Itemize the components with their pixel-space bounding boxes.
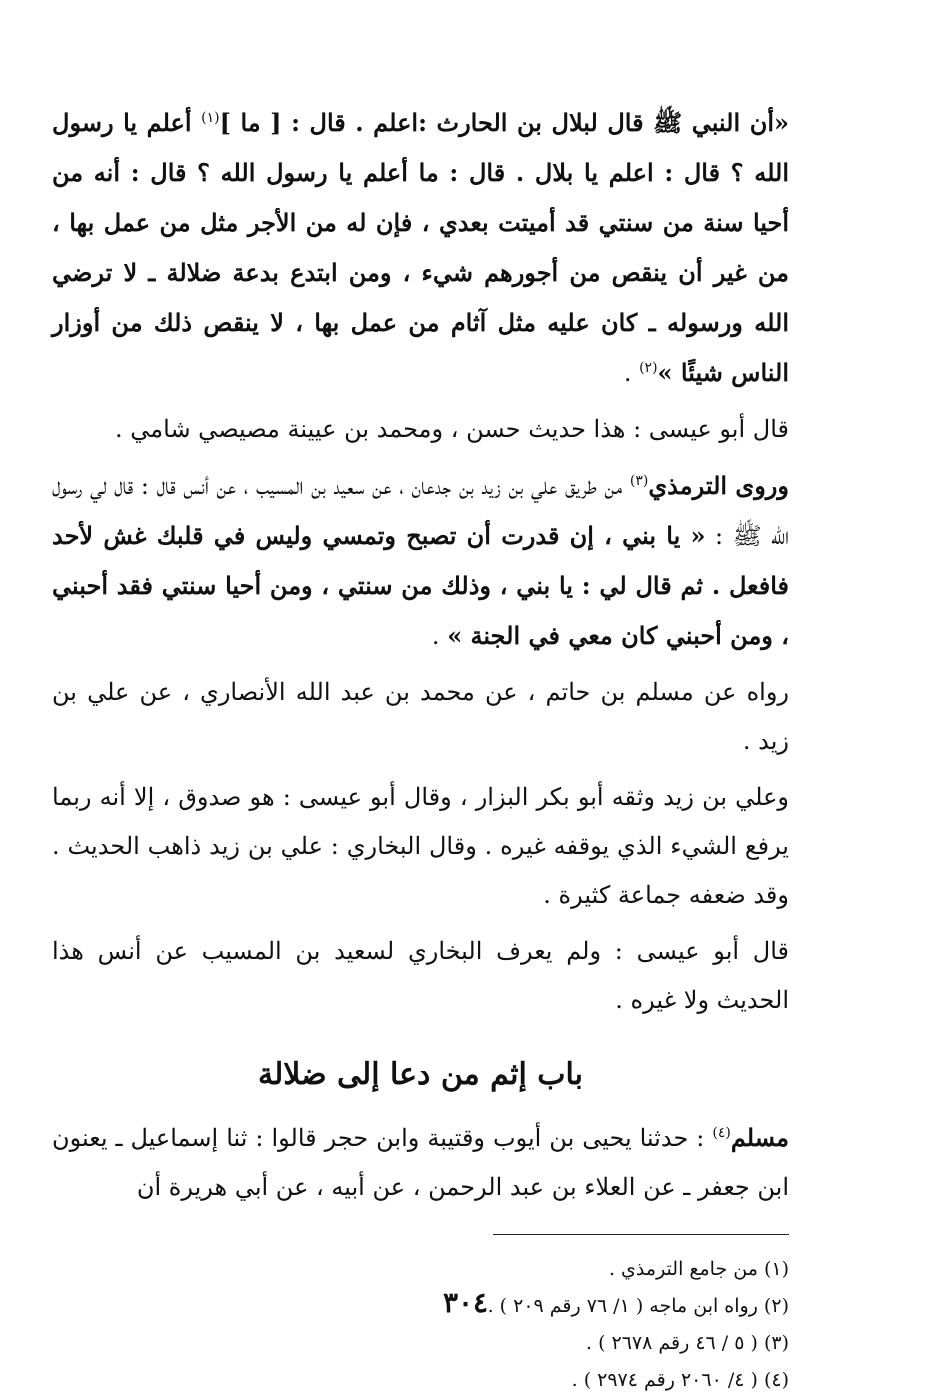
commentary-paragraph-abu-isa xyxy=(52,405,789,454)
grading-paragraph xyxy=(52,773,789,920)
quoted-text: مسلم xyxy=(730,1123,789,1152)
text-run: . xyxy=(623,359,640,387)
footnote-4: (٤) ( ٤/ ٢٠٦٠ رقم ٢٩٧٤ ) . xyxy=(571,1369,789,1391)
narration-paragraph xyxy=(52,668,789,766)
page-number: ٣٠٤ xyxy=(442,1286,489,1319)
footnote-marker: (٢) xyxy=(639,360,658,376)
chapter-heading: باب إثم من دعا إلى ضلالة xyxy=(258,1057,583,1092)
quoted-text: أعلم يا رسول الله ؟ قال : اعلم يا بلال . قال : ما أعلم يا رسول الله ؟ قال : أنه من أحيا سنة من سنتي قد أميتت بعدي ، فإن له من الأجر مثل من عمل بها ، من غير أن ينقص من أجورهم شيء ، ومن ابتدع بدعة ضلالة ـ لا ترضي الله ورسوله ـ كان عليه مثل آثام من عمل بها ، لا ينقص ذلك من أوزار الناس شيئًا » xyxy=(52,108,789,387)
text-run: : حدثنا يحيى بن أيوب وقتيبة وابن حجر قالوا : ثنا إسماعيل ـ يعنون ابن جعفر ـ عن العلاء بن عبد الرحمن ، عن أبيه ، عن أبي هريرة أن xyxy=(52,1124,789,1201)
hadith-paragraph-tirmidhi xyxy=(52,461,789,661)
footnote-marker: (١) xyxy=(201,110,220,126)
hadith-paragraph-1 xyxy=(52,98,789,398)
chapter-opening-paragraph xyxy=(52,1113,789,1212)
text-run: وعلي بن زيد وثقه أبو بكر البزار ، وقال أبو عيسى : هو صدوق ، إلا أنه ربما يرفع الشيء الذي يوقفه غيره . وقال البخاري : علي بن زيد ذاهب الحديث . وقد ضعفه جماعة كثيرة . xyxy=(52,783,789,909)
text-run: قال أبو عيسى : هذا حديث حسن ، ومحمد بن عيينة مصيصي شامي . xyxy=(115,415,789,443)
quoted-text: «أن النبي ﷺ قال لبلال بن الحارث :اعلم . قال : [ ما ] xyxy=(219,108,789,137)
text-run: . xyxy=(431,622,448,650)
footnote-divider xyxy=(493,1234,789,1235)
footnote-2: (٢) رواه ابن ماجه ( ١/ ٧٦ رقم ٢٠٩ ) . xyxy=(487,1295,789,1317)
footnote-marker: (٤) xyxy=(712,1125,731,1141)
main-text xyxy=(52,98,789,1025)
text-run: رواه عن مسلم بن حاتم ، عن محمد بن عبد الله الأنصاري ، عن علي بن زيد . xyxy=(52,678,789,755)
bukhari-note-paragraph xyxy=(52,927,789,1025)
footnotes xyxy=(52,1251,789,1399)
footnote-3: (٣) ( ٥ / ٤٦ رقم ٢٦٧٨ ) . xyxy=(585,1332,789,1354)
footnote-1: (١) من جامع الترمذي . xyxy=(608,1258,789,1280)
quoted-text: « يا بني ، إن قدرت أن تصبح وتمسي وليس في قلبك غش لأحد فافعل . ثم قال لي : يا بني ، وذلك من سنتي ، ومن أحيا سنتي فقد أحبني ، ومن أحبني كان معي في الجنة » xyxy=(52,521,789,650)
text-run: من طريق علي بن زيد بن جدعان ، عن سعيد بن المسيب ، عن أنس قال : قال لي رسول الله ﷺ : xyxy=(52,472,789,550)
footnote-marker: (٣) xyxy=(629,473,649,489)
quoted-text: وروى الترمذي xyxy=(648,471,789,500)
text-run: قال أبو عيسى : ولم يعرف البخاري لسعيد بن المسيب عن أنس هذا الحديث ولا غيره . xyxy=(52,937,789,1014)
